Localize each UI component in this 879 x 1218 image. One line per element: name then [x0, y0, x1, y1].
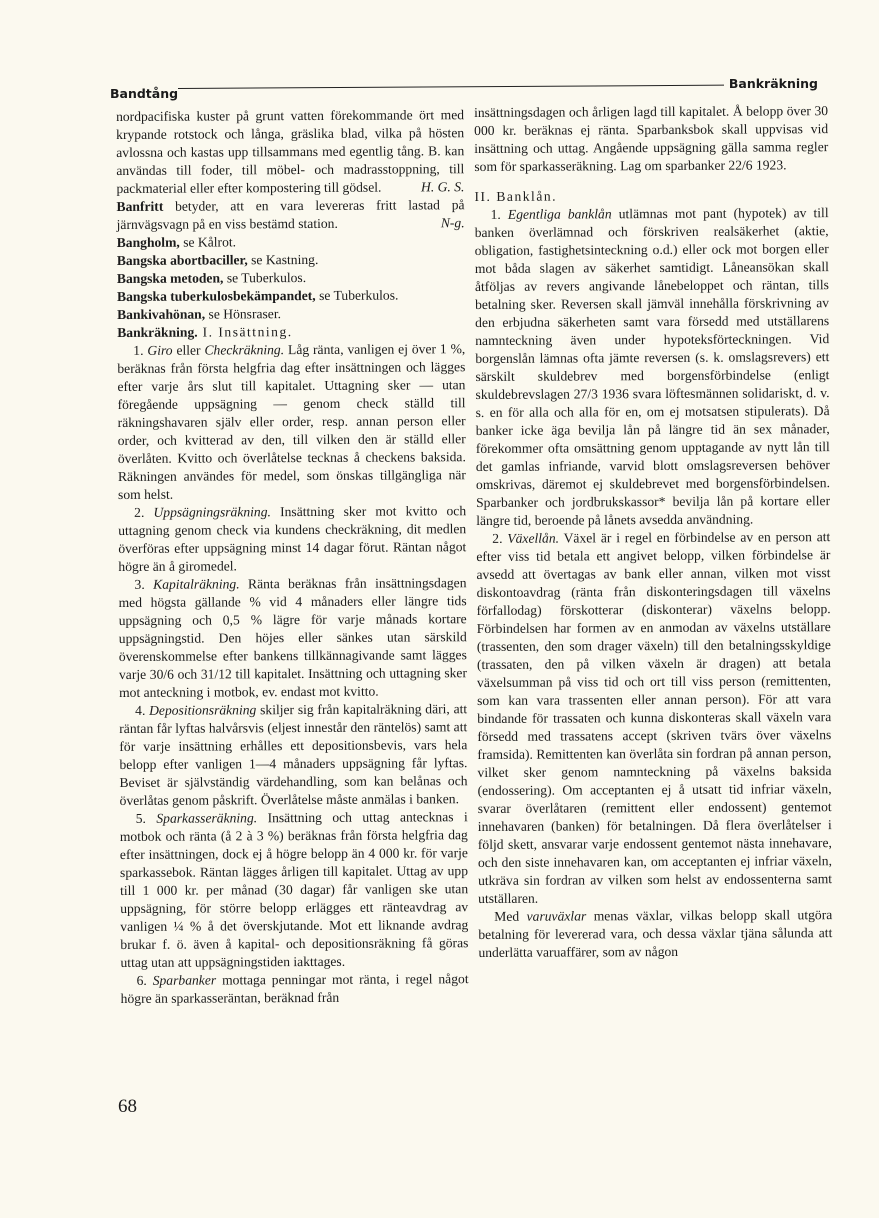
entry-term: Banfritt: [116, 198, 164, 214]
section-heading: I. Insättning.: [197, 324, 293, 340]
entry-bankrakning: [117, 322, 465, 342]
entry-abortbaciller: Bangska abortbaciller, se Kastning.: [116, 251, 319, 268]
paragraph-uppsagning: 2. Uppsägningsräkning. Insättning sker mot kvitto och uttagning genom check via kundens checkräkning, dit medlen överföras efter uppsägning minst 14 dagar förut. Räntan något högre än å giromedel.: [118, 503, 467, 574]
paragraph-kapital: 3. Kapitalräkning. Ränta beräknas från insättningsdagen med högsta gällande % vid 4 månaders eller längre tids uppsägning och 0,5 % lägre för varje månads kortare uppsägningstid. Den höjes eller sänkes utan särskild överenskommelse efter bankens tillkännagivande samt lägges varje 30/6 och 31/12 till kapitalet. Insättning och uttagning sker mot anteckning i motbok, ev. endast mot kvitto.: [118, 575, 468, 700]
running-header: [110, 74, 818, 102]
paragraph-sparbanker: 6. Sparbanker mottaga penningar mot ränta, i regel något högre än sparkasseräntan, beräknad från: [120, 971, 469, 1006]
entry-metoden: Bangska metoden, se Tuberkulos.: [116, 270, 307, 286]
entry-term: Bankivahönan,: [117, 306, 206, 322]
header-right-keyword: Bankräkning: [728, 76, 818, 91]
entry-term: Bangska metoden,: [116, 270, 224, 286]
section-heading: II. Banklån.: [474, 188, 558, 204]
author-signature: H. G. S.: [420, 179, 465, 195]
paragraph: nordpacifiska kuster på grunt vatten förekommande ört med krypande rotstock och långa, gräslika blad, vilka på hösten avlossna och kastas upp tillsammans med egentlig tång. B. kan användas till foder, till möbel- och madrasstoppning, till packmaterial eller efter kompostering till gödsel. H. G. S.: [116, 107, 465, 196]
entry-term: Bangska abortbaciller,: [116, 252, 248, 268]
entry-banfritt: Banfritt betyder, att en vara levereras fritt lastad på järnvägsvagn på en viss bestämd station. N-g.: [116, 197, 465, 232]
entry-bangholm: Bangholm, se Kålrot.: [116, 234, 237, 250]
entry-term: Bangholm,: [116, 234, 180, 250]
header-left-keyword: Bandtång: [110, 86, 179, 101]
paragraph-vaxellan: 2. Växellån. Växel är i regel en förbindelse av en person att efter viss tid betala ett angivet belopp, vilken förbindelse är avsedd att övertagas av bank eller annan, vilken mot visst diskontoavdrag (ränta från diskonteringsdagen till växelns förfallodag) förskotterar (diskonterar) växelns belopp. Förbindelsen har formen av en anmodan av växelns utställare (trassenten, den som drager växeln) till den betalningsskyldige (trassaten, den på vilken växeln är dragen) att betala växelsumman på viss tid och ort till viss person (remittenten, som kan vara trassenten eller annan person). För att vara bindande för trassaten och kunna diskonteras skall växeln vara försedd med trassatens accept (skriven tvärs över växelns framsida). Remittenten kan överlåta sin fordran på annan person, vilket sker genom namnteckning på växelns baksida (endossering). Om acceptanten ej å utsatt tid infriar växeln, svarar överlåtaren (remittent eller endossent) gentemot innehavaren (banken) för betalningen. Då flera överlåtelser i följd skett, ansvarar varje endossent gentemot nästa innehavare, och den siste innehavaren kan, om acceptanten ej infriar växeln, utkräva sin fordran av vilken som helst av endossenterna samt utställaren.: [476, 529, 833, 906]
paragraph: insättningsdagen och årligen lagd till kapitalet. Å belopp över 30 000 kr. beräknas ej ränta. Sparbanksbok skall uppvisas vid insättning och uttag. Angående uppsägning gälla samma regler som för sparkasseräkning. Lag om sparbanker 22/6 1923.: [474, 103, 829, 174]
entry-term: Bankräkning.: [117, 324, 198, 340]
author-signature: N-g.: [440, 215, 465, 231]
page-number: 68: [118, 1096, 137, 1117]
paragraph-varuvaxlar: Med varuväxlar menas växlar, vilkas belopp skall utgöra betalning för levererad vara, och dessa växlar tjäna sålunda att underlätta varuaffärer, som av någon: [478, 907, 833, 960]
header-rule: [178, 85, 724, 89]
entry-tuberkulos: Bangska tuberkulosbekämpandet, se Tuberkulos.: [116, 287, 399, 304]
entry-bankivahonan: Bankivahönan, se Hönsraser.: [117, 306, 282, 322]
right-column: [474, 102, 832, 962]
entry-term: Bangska tuberkulosbekämpandet,: [116, 287, 316, 304]
paragraph-giro: 1. Giro eller Checkräkning. Låg ränta, vanligen ej över 1 %, beräknas från första helgfria dag efter insättningen och lägges efter varje års slut till kapitalet. Uttagning sker — utan föregående uppsägning — genom check ställd till räkningshavaren själv eller order, resp. annan person eller order, och kvitterad av den, till vilken den är ställd eller överlåten. Kvitto och överlåtelse tecknas å checkens baksida. Räkningen användes för medel, som önskas tillgängliga när som helst.: [117, 341, 466, 502]
paragraph-banklan: 1. Egentliga banklån utlämnas mot pant (hypotek) av till banken överlämnad och förskriven realsäkerhet (aktie, obligation, fastighetsinteckning o.d.) eller ock mot borgen eller mot båda slagen av säkerhet samtidigt. Låneansökan skall åtföljas av revers angivande lånebeloppet och räntan, tills betalning sker. Reversen skall jämväl innehålla förskrivning av den erbjudna säkerheten samt vara försedd med utställarens namnteckning även under hypoteksförteckningen. Vid borgenslån lämnas ofta jämte reversen (s. k. omslagsrevers) ett särskilt skuldebrev med borgensförbindelse (enligt skuldebrevslagen 27/3 1936 svara löftesmännen solidariskt, d. v. s. en för alla och alla för en, om ej motsatsen stipulerats). Då banker icke äga bevilja lån på längre tid än sex månader, förekommer ofta omsättning genom upptagande av nytt lån till det gamlas infriande, varvid blott omslagsreversen behöver omskrivas, däremot ej skuldebrevet med borgensförbindelsen. Sparbanker och jordbrukskassor* bevilja lån på kortare eller längre tid, beroende på lånets avsedda användning.: [474, 205, 831, 528]
paragraph-sparkasse: 5. Sparkasseräkning. Insättning och uttag antecknas i motbok och ränta (å 2 à 3 %) beräknas från första helgfria dag efter insättningen, dock ej å högre belopp än 4 000 kr. för varje sparkassebok. Räntan lägges årligen till kapitalet. Uttag av upp till 1 000 kr. per månad (30 dagar) får vanligen ske utan uppsägning, för större belopp erlägges ett ränteavdrag av vanligen ¼ % å det överskjutande. Mot ett liknande avdrag brukar f. ö. även å kapital- och depositionsräkning få göras uttag utan att uppsägningstiden iakttages.: [119, 809, 469, 970]
left-column: [116, 106, 469, 1008]
paragraph-deposition: 4. Depositionsräkning skiljer sig från kapitalräkning däri, att räntan får lyftas halvårsvis (eljest innestår den räntelös) samt att för varje insättning erhålles ett depositionsbevis, vars hela belopp efter vanligen 1—4 månaders uppsägning får lyftas. Beviset är självständig värdehandling, som kan belånas och överlåtas genom påskrift. Överlåtelse måste anmälas i banken.: [119, 701, 468, 808]
